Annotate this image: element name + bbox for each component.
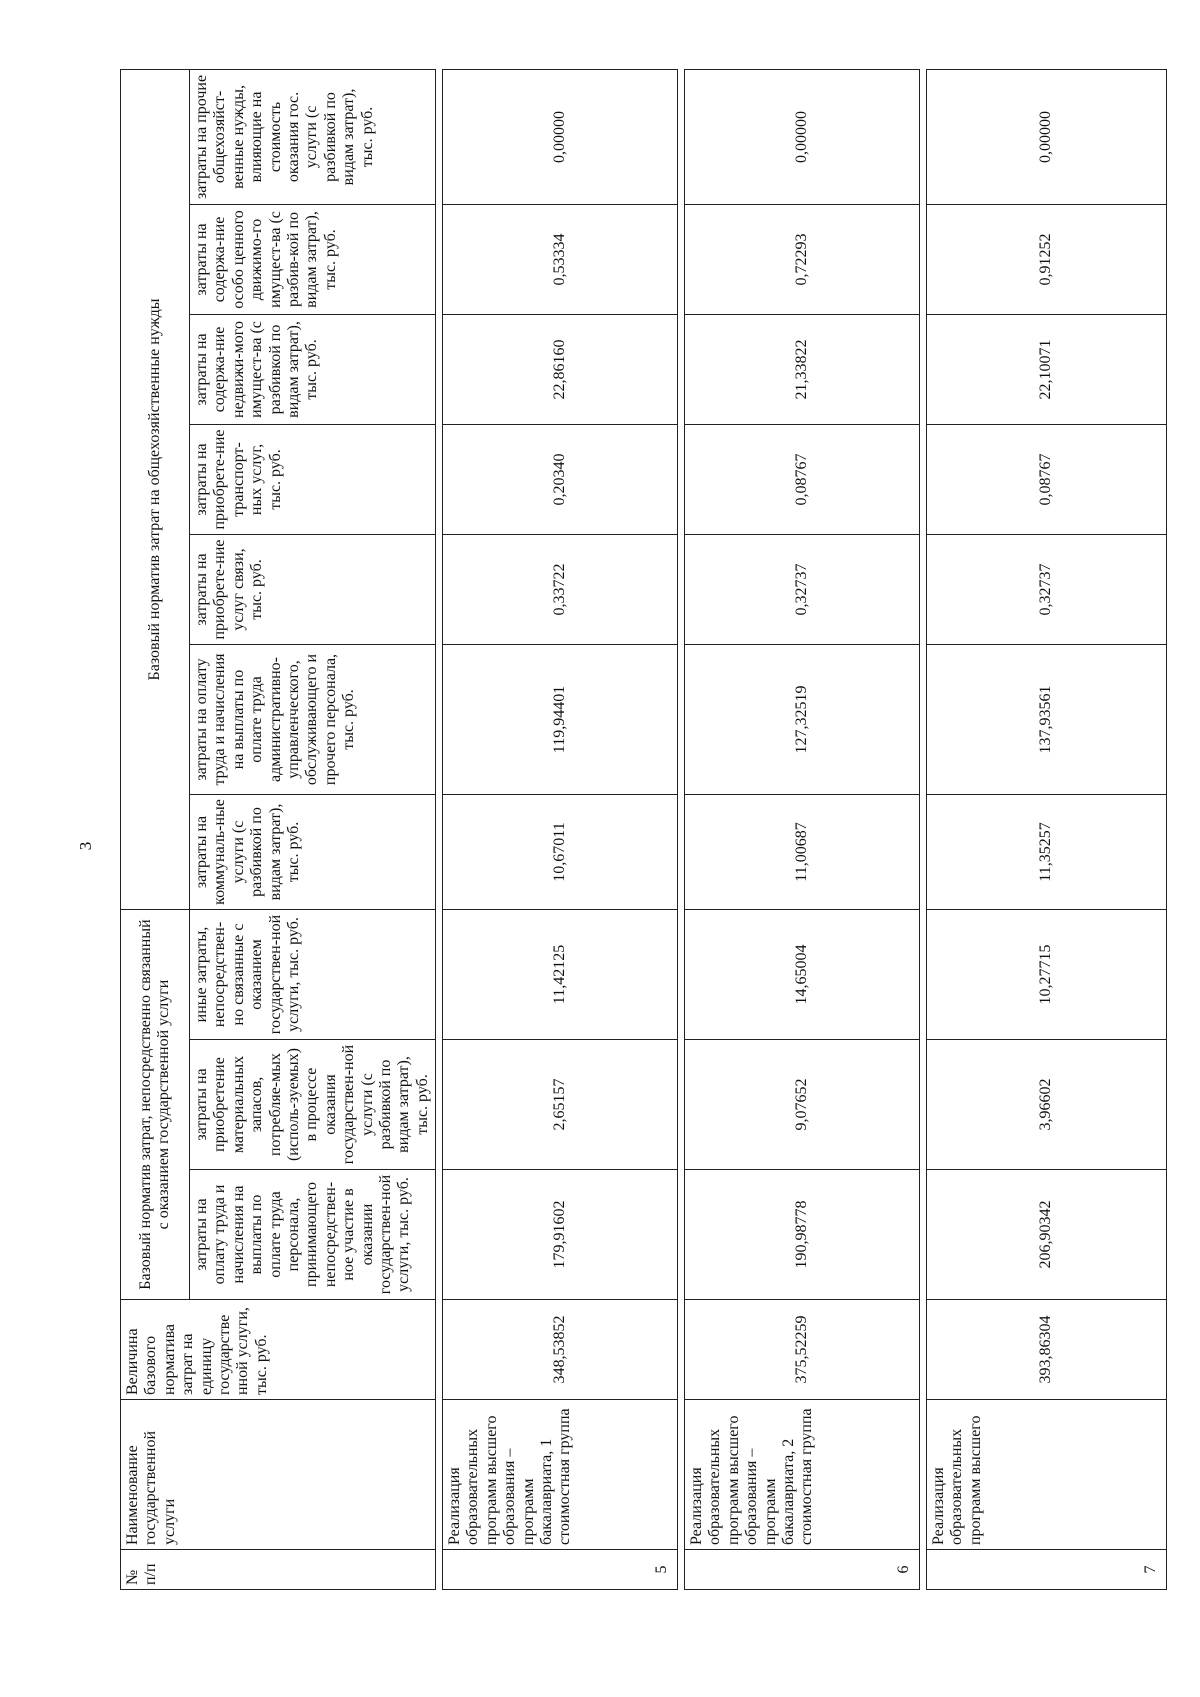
header-group-general: Базовый норматив затрат на общехозяйственные нужды xyxy=(121,69,190,909)
header-direct-labor: затраты на оплату труда и начисления на выплаты по оплате труда персонала, принимающего непосредствен-ное участие в оказании государствен-ной услуги, тыс. руб. xyxy=(190,1170,436,1300)
header-no: № п/п xyxy=(121,1550,436,1590)
general-communication-value: 0,32737 xyxy=(685,535,920,645)
header-service-name: Наименование государственной услуги xyxy=(121,1400,436,1550)
service-name: Реализация образовательных программ высшего xyxy=(927,1400,1167,1550)
total-norm-value: 348,53852 xyxy=(443,1300,678,1400)
general-utilities-value: 11,00687 xyxy=(685,795,920,910)
header-direct-materials: затраты на приобретение материальных запасов, потребляе-мых (исполь-зуемых) в процессе оказания государствен-ной услуги (с разбивкой по видам затрат), тыс. руб. xyxy=(190,1040,436,1170)
table-row xyxy=(927,69,1167,1589)
header-general-utilities: затраты на коммуналь-ные услуги (с разбивкой по видам затрат), тыс. руб. xyxy=(190,795,436,910)
row-number: 5 xyxy=(443,1550,678,1590)
general-utilities-value: 10,67011 xyxy=(443,795,678,910)
header-general-real-estate: затраты на содержа-ние недвижи-мого имущест-ва (с разбивкой по видам затрат), тыс. руб. xyxy=(190,315,436,425)
general-real-estate-value: 21,33822 xyxy=(685,315,920,425)
general-communication-value: 0,33722 xyxy=(443,535,678,645)
direct-materials-value: 2,65157 xyxy=(443,1040,678,1170)
general-utilities-value: 11,35257 xyxy=(927,795,1167,910)
header-total-norm: Величина базового норматива затрат на единицу государстве нной услуги, тыс. руб. xyxy=(121,1300,436,1400)
row-separator xyxy=(436,69,443,1589)
direct-labor-value: 179,91602 xyxy=(443,1170,678,1300)
table-row xyxy=(443,69,678,1589)
direct-materials-value: 9,07652 xyxy=(685,1040,920,1170)
general-admin-labor-value: 127,32519 xyxy=(685,645,920,795)
general-transport-value: 0,20340 xyxy=(443,425,678,535)
table-row xyxy=(685,69,920,1589)
header-general-movable-property: затраты на содержа-ние особо ценного движимо-го имущест-ва (с разбив-кой по видам затрат), тыс. руб. xyxy=(190,205,436,315)
direct-other-value: 11,42125 xyxy=(443,910,678,1040)
header-direct-other: иные затраты, непосредствен-но связанные с оказанием государствен-ной услуги, тыс. руб. xyxy=(190,910,436,1040)
total-norm-value: 375,52259 xyxy=(685,1300,920,1400)
direct-other-value: 10,27715 xyxy=(927,910,1167,1040)
header-general-other: затраты на прочие общехозяйст-венные нужды, влияющие на стоимость оказания гос. услуги (с разбивкой по видам затрат), тыс. руб. xyxy=(190,69,436,204)
service-name: Реализация образовательных программ высшего образования – программ бакалавриата, 2 стоимостная группа xyxy=(685,1400,920,1550)
general-real-estate-value: 22,10071 xyxy=(927,315,1167,425)
row-number: 7 xyxy=(927,1550,1167,1590)
general-other-value: 0,00000 xyxy=(927,69,1167,204)
total-norm-value: 393,86304 xyxy=(927,1300,1167,1400)
general-other-value: 0,00000 xyxy=(685,69,920,204)
direct-labor-value: 190,98778 xyxy=(685,1170,920,1300)
direct-other-value: 14,65004 xyxy=(685,910,920,1040)
row-number: 6 xyxy=(685,1550,920,1590)
general-real-estate-value: 22,86160 xyxy=(443,315,678,425)
header-general-transport: затраты на приобрете-ние транспорт-ных услуг, тыс. руб. xyxy=(190,425,436,535)
general-movable-property-value: 0,72293 xyxy=(685,205,920,315)
page-number: 3 xyxy=(76,841,95,851)
general-movable-property-value: 0,53334 xyxy=(443,205,678,315)
general-admin-labor-value: 119,94401 xyxy=(443,645,678,795)
general-transport-value: 0,08767 xyxy=(927,425,1167,535)
header-group-direct: Базовый норматив затрат, непосредственно связанный с оказанием государственной услуги xyxy=(121,910,190,1300)
general-other-value: 0,00000 xyxy=(443,69,678,204)
general-transport-value: 0,08767 xyxy=(685,425,920,535)
direct-materials-value: 3,96602 xyxy=(927,1040,1167,1170)
header-general-admin-labor: затраты на оплату труда и начисления на выплаты по оплате труда административно-управленческого, обслуживающего и прочего персонала, тыс. руб. xyxy=(190,645,436,795)
header-general-communication: затраты на приобрете-ние услуг связи, тыс. руб. xyxy=(190,535,436,645)
general-admin-labor-value: 137,93561 xyxy=(927,645,1167,795)
rotated-table-container xyxy=(120,70,1170,1590)
direct-labor-value: 206,90342 xyxy=(927,1170,1167,1300)
general-communication-value: 0,32737 xyxy=(927,535,1167,645)
row-separator xyxy=(678,69,685,1589)
cost-norms-table xyxy=(120,69,1167,1590)
row-separator xyxy=(920,69,927,1589)
service-name: Реализация образовательных программ высшего образования – программ бакалавриата, 1 стоимостная группа xyxy=(443,1400,678,1550)
general-movable-property-value: 0,91252 xyxy=(927,205,1167,315)
